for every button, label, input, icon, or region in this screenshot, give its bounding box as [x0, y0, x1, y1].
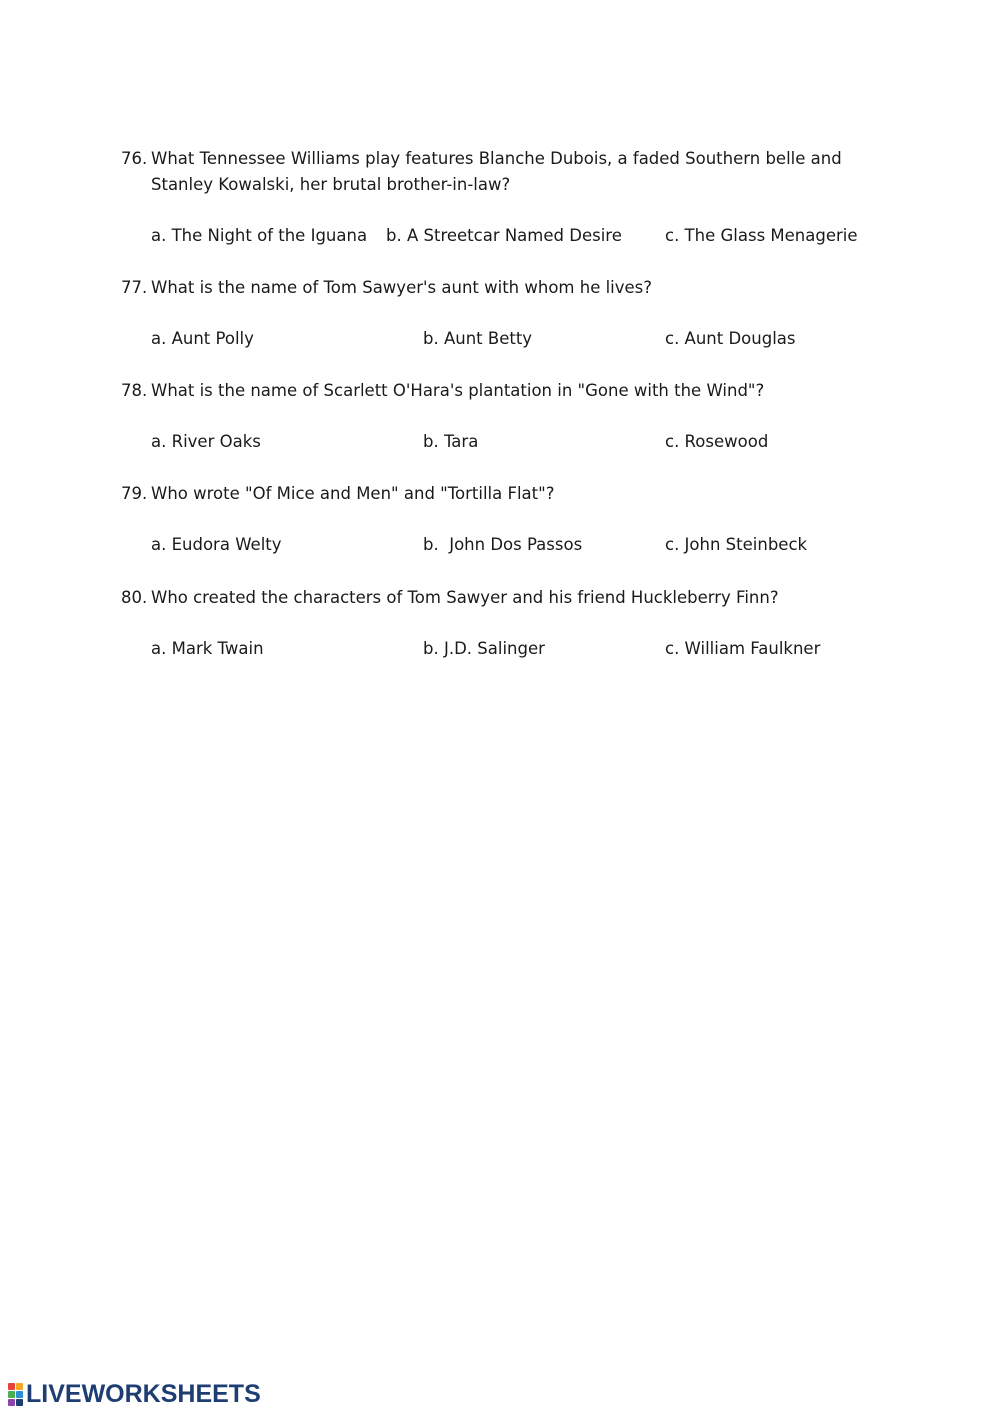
question-number: 76. — [121, 149, 148, 168]
question-number: 78. — [121, 381, 148, 400]
question-text: What is the name of Scarlett O'Hara's plantation in "Gone with the Wind"? — [151, 381, 765, 400]
question-number: 80. — [121, 588, 148, 607]
question-text: Who created the characters of Tom Sawyer and his friend Huckleberry Finn? — [151, 588, 779, 607]
logo-block — [16, 1391, 23, 1398]
option-b[interactable]: b. Aunt Betty — [423, 329, 533, 348]
question-78 — [121, 378, 881, 404]
option-a[interactable]: a. The Night of the Iguana — [151, 226, 368, 245]
option-a[interactable]: a. Eudora Welty — [151, 535, 282, 554]
logo-block — [8, 1391, 15, 1398]
option-b[interactable]: b. Tara — [423, 432, 479, 451]
question-77 — [121, 275, 881, 301]
option-a[interactable]: a. River Oaks — [151, 432, 261, 451]
liveworksheets-logo — [8, 1380, 261, 1408]
question-text: What is the name of Tom Sawyer's aunt with whom he lives? — [151, 278, 653, 297]
question-79 — [121, 481, 881, 507]
option-c[interactable]: c. The Glass Menagerie — [665, 226, 858, 245]
option-b[interactable]: b. J.D. Salinger — [423, 639, 545, 658]
option-c[interactable]: c. William Faulkner — [665, 639, 821, 658]
logo-text: LIVEWORKSHEETS — [26, 1379, 261, 1408]
question-76 — [121, 146, 881, 198]
option-c[interactable]: c. Rosewood — [665, 432, 769, 451]
question-80 — [121, 585, 881, 611]
question-number: 79. — [121, 484, 148, 503]
question-text: Who wrote "Of Mice and Men" and "Tortilla Flat"? — [151, 484, 555, 503]
option-b[interactable]: b. John Dos Passos — [423, 535, 583, 554]
question-number: 77. — [121, 278, 148, 297]
option-c[interactable]: c. John Steinbeck — [665, 535, 808, 554]
option-a[interactable]: a. Mark Twain — [151, 639, 264, 658]
option-b[interactable]: b. A Streetcar Named Desire — [386, 226, 622, 245]
option-a[interactable]: a. Aunt Polly — [151, 329, 254, 348]
logo-blocks-icon — [8, 1383, 23, 1406]
logo-block — [8, 1383, 15, 1390]
logo-block — [16, 1383, 23, 1390]
logo-block — [16, 1399, 23, 1406]
logo-block — [8, 1399, 15, 1406]
option-c[interactable]: c. Aunt Douglas — [665, 329, 796, 348]
question-text: What Tennessee Williams play features Blanche Dubois, a faded Southern belle and Stanley Kowalski, her brutal brother-in-law? — [151, 149, 842, 194]
